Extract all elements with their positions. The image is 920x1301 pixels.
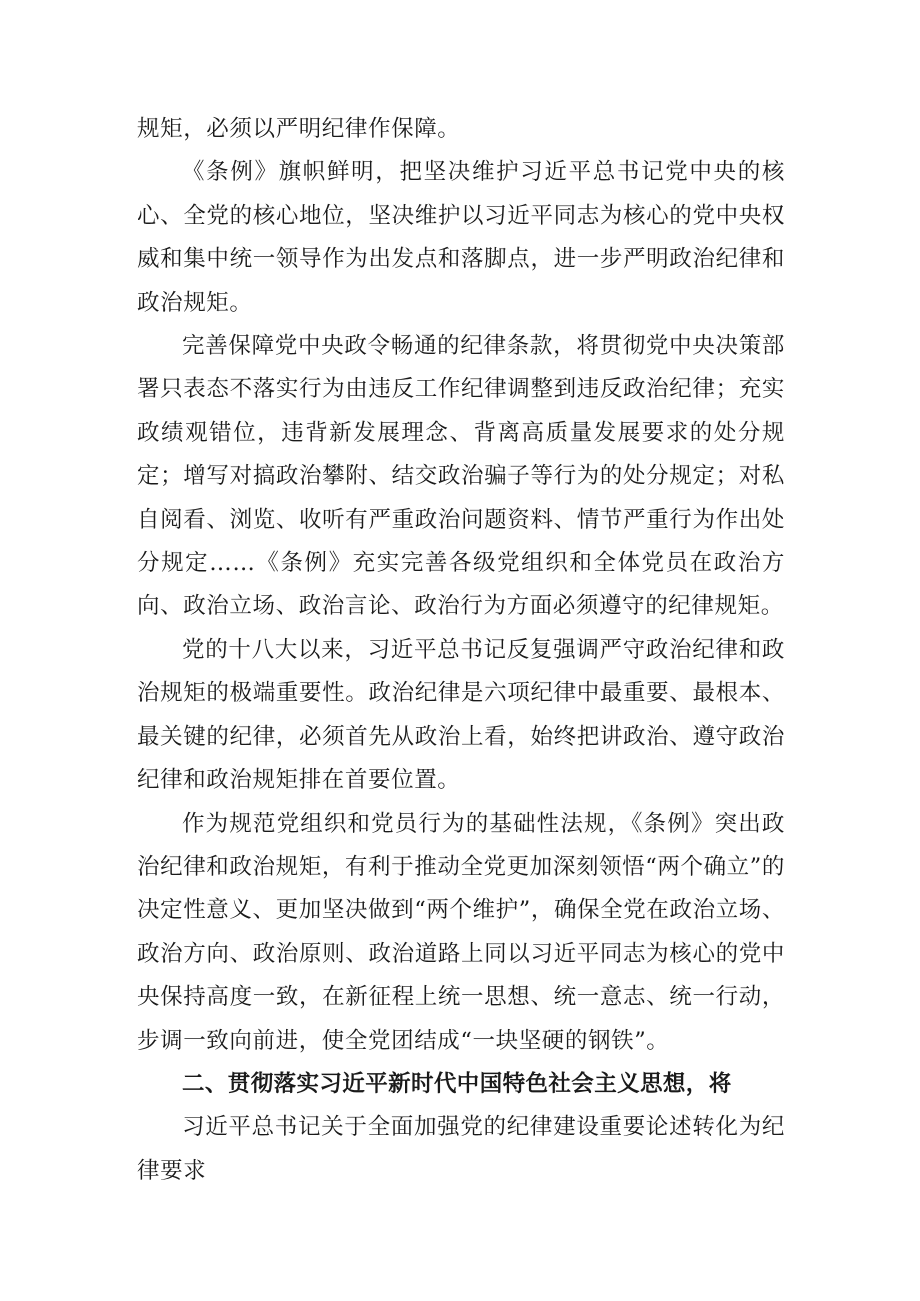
paragraph-political-discipline: 党的十八大以来，习近平总书记反复强调严守政治纪律和政治规矩的极端重要性。政治纪律是六项纪律中最重要、最根本、最关键的纪律，必须首先从政治上看，始终把讲政治、遵守政治纪律和政治规矩排在首要位置。 xyxy=(137,636,785,794)
document-body xyxy=(137,108,785,1193)
paragraph-continuation: 规矩，必须以严明纪律作保障。 xyxy=(137,116,461,142)
paragraph-basic-regulation: 作为规范党组织和党员行为的基础性法规，《条例》突出政治纪律和政治规矩，有利于推动全党更加深刻领悟“两个确立”的决定性意义、更加坚决做到“两个维护”，确保全党在政治立场、政治方向、政治原则、政治道路上同以习近平同志为核心的党中央保持高度一致，在新征程上统一思想、统一意志、统一行动，步调一致向前进，使全党团结成“一块坚硬的钢铁”。 xyxy=(137,810,785,1054)
paragraph-discipline-clauses: 完善保障党中央政令畅通的纪律条款，将贯彻党中央决策部署只表态不落实行为由违反工作纪律调整到违反政治纪律；充实政绩观错位，违背新发展理念、背离高质量发展要求的处分规定；增写对搞政治攀附、结交政治骗子等行为的处分规定；对私自阅看、浏览、收听有严重政治问题资料、情节严重行为作出处分规定……《条例》充实完善各级党组织和全体党员在政治方向、政治立场、政治言论、政治行为方面必须遵守的纪律规矩。 xyxy=(137,333,785,620)
section-heading: 二、贯彻落实习近平新时代中国特色社会主义思想，将 xyxy=(182,1070,732,1097)
paragraph-heading-continuation: 习近平总书记关于全面加强党的纪律建设重要论述转化为纪律要求 xyxy=(137,1114,785,1184)
paragraph-regulation-banner: 《条例》旗帜鲜明，把坚决维护习近平总书记党中央的核心、全党的核心地位，坚决维护以习近平同志为核心的党中央权威和集中统一领导作为出发点和落脚点，进一步严明政治纪律和政治规矩。 xyxy=(137,159,785,316)
